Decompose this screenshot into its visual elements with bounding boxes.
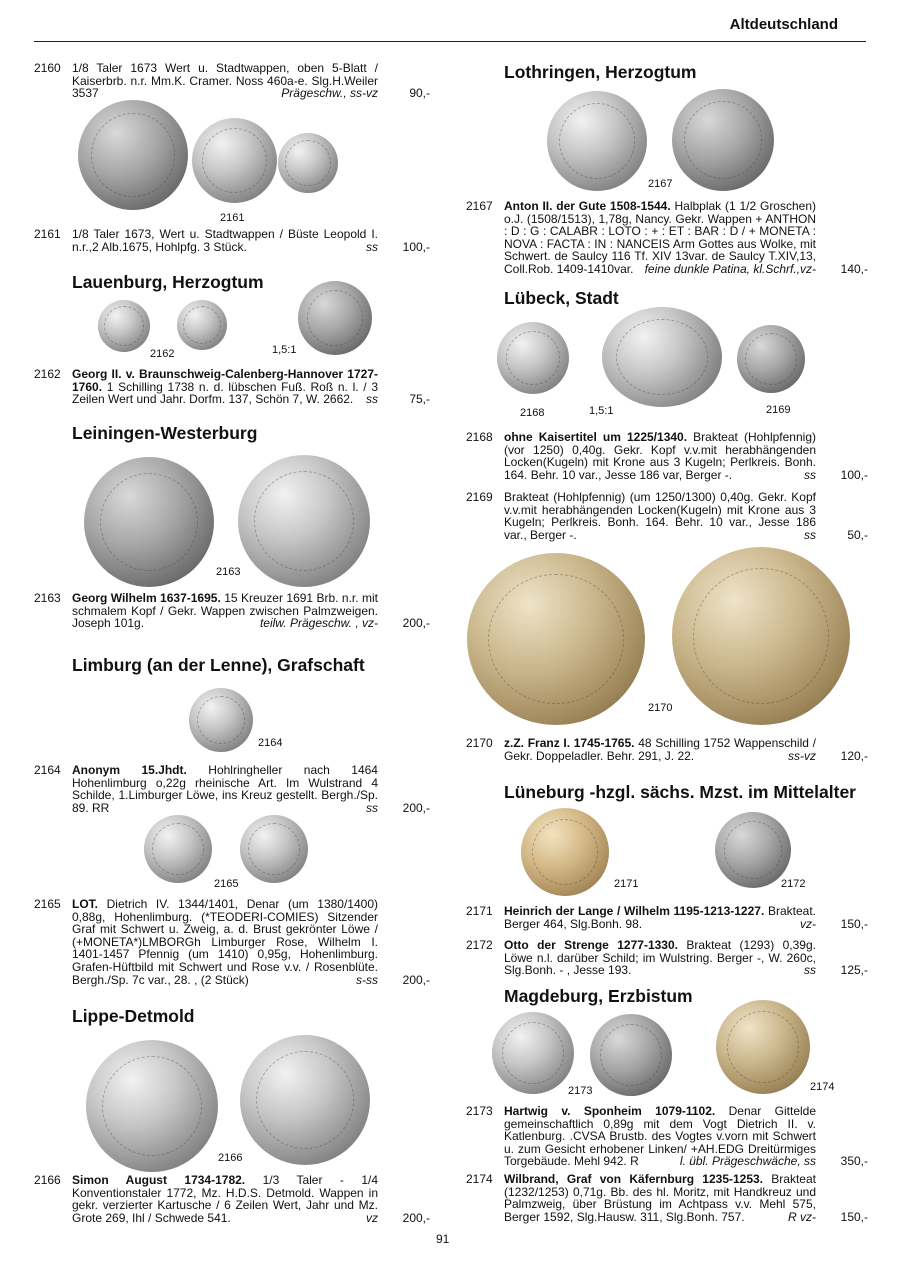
- lot-2172: [466, 939, 868, 977]
- coin-image: [521, 808, 609, 896]
- image-caption: 2167: [648, 178, 673, 190]
- coin-image: [238, 455, 370, 587]
- lot-price: 120,-: [840, 748, 868, 763]
- image-caption: 2166: [218, 1152, 243, 1164]
- lot-2170: [466, 737, 868, 762]
- lot-grade: ss: [366, 239, 378, 254]
- coin-image: [240, 1035, 370, 1165]
- image-caption: 2162: [150, 348, 175, 360]
- lot-grade: ss: [366, 800, 378, 815]
- lot-2171: [466, 905, 868, 930]
- lot-grade: ss: [366, 392, 378, 407]
- image-caption: 2168: [520, 407, 545, 419]
- lot-grade: l. übl. Prägeschwäche, ss: [679, 1154, 816, 1169]
- lot-2167: [466, 200, 868, 276]
- section-heading: Lübeck, Stadt: [504, 288, 619, 308]
- lot-description: [504, 1172, 816, 1224]
- lot-price: 100,-: [402, 239, 430, 254]
- lot-number: 2170: [466, 736, 493, 750]
- lot-ruler: Georg Wilhelm 1637-1695.: [72, 591, 221, 605]
- coin-image: [590, 1014, 672, 1096]
- coin-image: [497, 322, 569, 394]
- lot-price: 140,-: [840, 261, 868, 276]
- lot-detail: 15 Kreuzer 1691 Brb. n.r. mit schmalem Kopf / Gekr. Wappen zwischen Palmzweigen. Joseph 101g.: [72, 591, 378, 631]
- lot-price: 200,-: [402, 972, 430, 987]
- lot-price: 350,-: [840, 1154, 868, 1169]
- lot-description: [72, 1173, 378, 1225]
- lot-grade: R vz-: [788, 1209, 816, 1224]
- lot-2168: [466, 431, 868, 481]
- lot-2166: [34, 1174, 430, 1224]
- lot-ruler: Georg II. v. Braunschweig-Calenberg-Hannover 1727-1760.: [72, 367, 378, 394]
- coin-image: [467, 553, 645, 725]
- lot-price: 150,-: [840, 916, 868, 931]
- coin-image: [78, 100, 188, 210]
- lot-2165: [34, 898, 430, 986]
- coin-image: [672, 89, 774, 191]
- lot-ruler: ohne Kaisertitel um 1225/1340.: [504, 430, 688, 444]
- lot-2169: [466, 491, 868, 541]
- lot-price: 90,-: [409, 86, 430, 101]
- image-caption: 2174: [810, 1081, 835, 1093]
- coin-image: [86, 1040, 218, 1172]
- lot-price: 200,-: [402, 800, 430, 815]
- coin-image: [98, 300, 150, 352]
- lot-detail: Dietrich IV. 1344/1401, Denar (um 1380/1400) 0,88g, Hohenlimburg. (*TEODERI-COMIES) Sitzender Graf mit Schwert u. Zweig, a. d. Brust gekrönter Löwe / (+MONETA*)LMBORGh Limburger Rose, Wilhelm I. 1401-1457 Pfennig (um 1410) 0,95g, Hohenlimburg. Grafen-Hüftbild mit Schwert und Rose v.v. / Rosenblüte. Bergh./Sp. 7c var., 28. , (2 Stück): [72, 897, 378, 987]
- image-caption: 2165: [214, 878, 239, 890]
- lot-grade: Prägeschw., ss-vz: [281, 86, 378, 101]
- image-caption: 2170: [648, 702, 673, 714]
- lot-2173: [466, 1105, 868, 1168]
- lot-number: 2160: [34, 61, 61, 75]
- page-number: 91: [436, 1232, 450, 1246]
- section-heading: Lothringen, Herzogtum: [504, 62, 697, 82]
- lot-2162: [34, 368, 430, 406]
- coin-image: [716, 1000, 810, 1094]
- lot-grade: vz: [366, 1210, 378, 1225]
- lot-price: 200,-: [402, 1210, 430, 1225]
- lot-ruler: Otto der Strenge 1277-1330.: [504, 938, 678, 952]
- lot-description: Brakteat (Hohlpfennig) (um 1250/1300) 0,40g. Gekr. Kopf v.v.mit herabhängenden Locken(Kugeln) mit Krone aus 3 Kugeln; Perlkreis. Bonh. 164. Behr. 10 var., Jesse 186 var., Berger -.: [504, 490, 816, 542]
- lot-ruler: z.Z. Franz I. 1745-1765.: [504, 736, 635, 750]
- header-rule: [34, 41, 866, 42]
- coin-image: [84, 457, 214, 587]
- lot-grade: feine dunkle Patina, kl.Schrf.,vz-: [644, 261, 816, 276]
- lot-detail: 1 Schilling 1738 n. d. lübschen Fuß. Roß n. l. / 3 Zeilen Wert und Jahr. Dorfm. 137, Schön 7, W. 2662.: [72, 379, 378, 407]
- image-caption: 2173: [568, 1085, 593, 1097]
- coin-image: [547, 91, 647, 191]
- coin-image: [189, 688, 253, 752]
- image-caption: 2163: [216, 566, 241, 578]
- image-caption: 2171: [614, 878, 639, 890]
- lot-grade: teilw. Prägeschw. , vz-: [259, 616, 378, 631]
- coin-image: [278, 133, 338, 193]
- lot-number: 2162: [34, 367, 61, 381]
- coin-image: [144, 815, 212, 883]
- image-caption: 2172: [781, 878, 806, 890]
- lot-price: 50,-: [847, 527, 868, 542]
- lot-detail: Denar Gittelde gemeinschaftlich 0,89g mit dem Vogt Dietrich II. v. Katlenburg. .CVSA Brustb. des Vogtes v.vorn mit Schwert u. zum Gesicht erhobener Linken/ +AH.EDG Dreitürmiges Torgebäude. Mehl 942. R: [504, 1104, 817, 1169]
- lot-number: 2172: [466, 938, 493, 952]
- lot-detail: Brakteat (Hohlpfennig) (vor 1250) 0,40g. Gekr. Kopf v.v.mit herabhängenden Locken(Kugeln) mit Krone aus 3 Kugeln; Perlkreis. Bonh. 164. Behr. 10 var., Jesse 186 var, Berger -.: [504, 430, 816, 482]
- lot-ruler: Heinrich der Lange / Wilhelm 1195-1213-1227.: [504, 904, 765, 918]
- lot-price: 100,-: [840, 467, 868, 482]
- lot-number: 2174: [466, 1172, 493, 1186]
- section-heading: Lüneburg -hzgl. sächs. Mzst. im Mittelalter: [504, 782, 856, 802]
- image-caption: 2161: [220, 212, 245, 224]
- lot-number: 2173: [466, 1104, 493, 1118]
- lot-description: [504, 736, 816, 763]
- lot-2161: [34, 228, 430, 253]
- section-heading: Limburg (an der Lenne), Grafschaft: [72, 655, 365, 675]
- lot-description: [72, 897, 378, 987]
- lot-number: 2163: [34, 591, 61, 605]
- lot-number: 2165: [34, 897, 61, 911]
- page-header-title: Altdeutschland: [729, 16, 838, 33]
- lot-ruler: Wilbrand, Graf von Käfernburg 1235-1253.: [504, 1172, 764, 1186]
- lot-detail: 1/3 Taler - 1/4 Konventionstaler 1772, Mz. H.D.S. Detmold. Wappen in gekr. verzierter Kartusche / 6 Zeilen Wert, Jahr und Mz. Grote 269, Ihl / Schwede 541.: [72, 1173, 378, 1225]
- lot-description: 1/8 Taler 1673 Wert u. Stadtwappen, oben 5-Blatt / Kaiserbrb. n.r. Mm.K. Cramer. Noss 460a-e. Slg.H.Weiler 3537: [72, 61, 378, 101]
- lot-description: [72, 367, 378, 406]
- coin-image: [715, 812, 791, 888]
- lot-2164: [34, 764, 430, 814]
- section-heading: Magdeburg, Erzbistum: [504, 986, 693, 1006]
- lot-description: [504, 904, 816, 931]
- lot-ruler: Hartwig v. Sponheim 1079-1102.: [504, 1104, 716, 1118]
- coin-image: [298, 281, 372, 355]
- lot-number: 2167: [466, 199, 493, 213]
- image-scale: 1,5:1: [272, 344, 297, 356]
- lot-detail: Halbplak (1 1/2 Groschen) o.J. (1508/1513), 1,78g, Nancy. Gekr. Wappen + ANTHON : D : G : CALABR : LOTO : + : ET : BAR : D / + MONETA : NOVA : FACTA : IN : NANCEIS Arm Gottes aus Wolke, mit Schwert. de Saulcy 116 Tf. XIV 13var. de Saulcy T.XIV,13, Coll.Rob. 1409-1410var.: [504, 199, 816, 276]
- coin-image: [177, 300, 227, 350]
- lot-detail: Brakteat (1293) 0,39g. Löwe n.l. darüber Schild; im Wulstring. Berger -, W. 260c, Slg.Bonh. - , Jesse 193.: [504, 938, 816, 978]
- lot-number: 2166: [34, 1173, 61, 1187]
- lot-price: 75,-: [409, 392, 430, 407]
- lot-description: [504, 430, 816, 482]
- section-heading: Lauenburg, Herzogtum: [72, 272, 264, 292]
- lot-ruler: Simon August 1734-1782.: [72, 1173, 246, 1187]
- lot-price: 125,-: [840, 963, 868, 978]
- lot-description: 1/8 Taler 1673, Wert u. Stadtwappen / Büste Leopold I. n.r.,2 Alb.1675, Hohlpfg. 3 Stück.: [72, 227, 378, 254]
- lot-grade: ss: [804, 467, 816, 482]
- coin-image: [240, 815, 308, 883]
- lot-number: 2169: [466, 490, 493, 504]
- lot-number: 2171: [466, 904, 493, 918]
- lot-description: [72, 763, 378, 815]
- lot-2174: [466, 1173, 868, 1223]
- lot-price: 200,-: [402, 616, 430, 631]
- lot-ruler: LOT.: [72, 897, 98, 911]
- section-heading: Lippe-Detmold: [72, 1006, 195, 1026]
- coin-image: [672, 547, 850, 725]
- lot-2163: [34, 592, 430, 630]
- lot-detail: Hohlringheller nach 1464 Hohenlimburg o,22g rheinische Art. Im Wulstrand 4 Schilde, 1.Limburger Löwe, ins Kreuz gestellt. Bergh./Sp. 89. RR: [72, 763, 378, 815]
- lot-price: 150,-: [840, 1209, 868, 1224]
- lot-grade: vz-: [800, 916, 816, 931]
- coin-image: [737, 325, 805, 393]
- image-caption: 2169: [766, 404, 791, 416]
- lot-grade: ss-vz: [788, 748, 816, 763]
- coin-image: [602, 307, 722, 407]
- lot-grade: ss: [804, 963, 816, 978]
- lot-ruler: Anonym 15.Jhdt.: [72, 763, 187, 777]
- lot-detail: Brakteat. Berger 464, Slg.Bonh. 98.: [504, 904, 816, 931]
- lot-detail: Brakteat (1232/1253) 0,71g. Bb. des hl. Moritz, mit Handkreuz und Palmzweig, über Brüstung im Achtpass v.v. Mehl 575, Berger 1592, Slg.Hausw. 311, Slg.Bonh. 757.: [504, 1172, 816, 1224]
- lot-description: [504, 938, 816, 977]
- coin-image: [192, 118, 277, 203]
- lot-ruler: Anton II. der Gute 1508-1544.: [504, 199, 671, 213]
- lot-number: 2164: [34, 763, 61, 777]
- lot-number: 2168: [466, 430, 493, 444]
- image-caption: 2164: [258, 737, 283, 749]
- section-heading: Leiningen-Westerburg: [72, 423, 258, 443]
- coin-image: [492, 1012, 574, 1094]
- image-scale: 1,5:1: [589, 405, 614, 417]
- lot-2160: [34, 62, 430, 100]
- lot-number: 2161: [34, 227, 61, 241]
- lot-detail: 48 Schilling 1752 Wappenschild / Gekr. Doppeladler. Behr. 291, J. 22.: [504, 736, 816, 763]
- lot-grade: ss: [804, 527, 816, 542]
- lot-grade: s-ss: [356, 972, 378, 987]
